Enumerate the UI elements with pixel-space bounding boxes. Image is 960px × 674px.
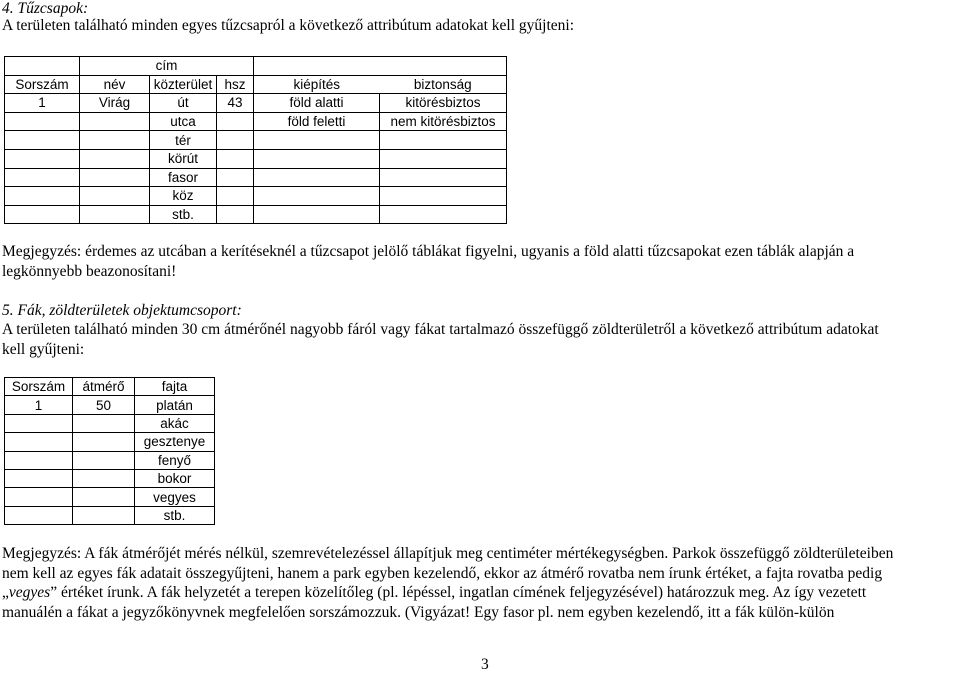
table-cell: [380, 149, 507, 168]
table-cell: [380, 168, 507, 187]
table-cell: akác: [135, 414, 215, 432]
table-cell: Virág: [80, 94, 150, 113]
table-cell: [217, 187, 254, 206]
table-header-spacer: [254, 57, 380, 76]
table-cell: gesztenye: [135, 433, 215, 451]
table-cell: [73, 469, 135, 487]
table-cell: [73, 488, 135, 506]
table-cell: [5, 414, 73, 432]
column-header: kiépítés: [254, 75, 380, 94]
table-cell: [80, 131, 150, 150]
table-cell: föld feletti: [254, 112, 380, 131]
table-cell: [380, 187, 507, 206]
column-header: biztonság: [380, 75, 507, 94]
table-header-row: [5, 75, 507, 94]
table-cell: tér: [150, 131, 217, 150]
table-cell: [217, 131, 254, 150]
hydrant-attribute-table: [4, 56, 507, 224]
column-header: fajta: [135, 378, 215, 396]
section-5-heading: 5. Fák, zöldterületek objektumcsoport:: [2, 302, 242, 319]
page-number: 3: [481, 656, 489, 673]
section-5-intro-line-1: A területen található minden 30 cm átmérőnél nagyobb fáról vagy fákat tartalmazó összefüggő zöldterületről a következő attribútum adatokat: [2, 321, 879, 338]
section-5-note-line-3: [2, 584, 866, 602]
section-5-note-line-4: manuálén a fákat a jegyzőkönyvnek megfelelően sorszámozzuk. (Vigyázat! Egy fasor pl. nem egyben kezelendő, itt a fák külön-külön: [2, 604, 835, 621]
table-cell: 43: [217, 94, 254, 113]
table-cell: út: [150, 94, 217, 113]
table-header-row: [5, 378, 215, 396]
table-cell: 1: [5, 396, 73, 414]
table-cell: [254, 168, 380, 187]
table-cell: [73, 451, 135, 469]
table-cell: stb.: [135, 506, 215, 524]
table-row: [5, 506, 215, 524]
table-cell: bokor: [135, 469, 215, 487]
column-header: átmérő: [73, 378, 135, 396]
column-header: név: [80, 75, 150, 94]
table-row: [5, 205, 507, 224]
table-cell: [5, 469, 73, 487]
table-corner: [5, 57, 80, 76]
section-5-note-line-2: nem kell az egyes fák adatait összegyűjteni, hanem a park egyben kezelendő, ekkor az átmérő rovatba nem írunk értéket, a fajta rovatba pedig: [2, 565, 883, 582]
column-header: közterület: [150, 75, 217, 94]
table-cell: [217, 112, 254, 131]
table-header-spacer: [380, 57, 507, 76]
table-cell: [80, 112, 150, 131]
table-cell: [5, 205, 80, 224]
table-cell: nem kitörésbiztos: [380, 112, 507, 131]
table-row: [5, 168, 507, 187]
table-row: [5, 112, 507, 131]
table-cell: [5, 149, 80, 168]
table-cell: [80, 205, 150, 224]
table-cell: [5, 488, 73, 506]
table-cell: [73, 506, 135, 524]
table-row: [5, 94, 507, 113]
table-row: [5, 396, 215, 414]
table-cell: 50: [73, 396, 135, 414]
table-cell: [80, 168, 150, 187]
table-cell: [5, 168, 80, 187]
table-cell: vegyes: [135, 488, 215, 506]
table-cell: [73, 433, 135, 451]
section-5-note-line-1: Megjegyzés: A fák átmérőjét mérés nélkül, szemrevételezéssel állapítjuk meg centiméter mértékegységben. Parkok összefüggő zöldterületeiben: [2, 545, 894, 562]
table-cell: [5, 451, 73, 469]
table-cell: [217, 149, 254, 168]
table-cell: platán: [135, 396, 215, 414]
column-header: Sorszám: [5, 378, 73, 396]
table-cell: [5, 187, 80, 206]
table-cell: kitörésbiztos: [380, 94, 507, 113]
table-row: [5, 488, 215, 506]
table-cell: [254, 187, 380, 206]
table-cell: körút: [150, 149, 217, 168]
table-row: [5, 433, 215, 451]
column-header: hsz: [217, 75, 254, 94]
table-cell: [217, 168, 254, 187]
table-row: [5, 414, 215, 432]
emphasis-vegyes: vegyes: [8, 584, 51, 601]
table-cell: föld alatti: [254, 94, 380, 113]
table-cell: [80, 187, 150, 206]
table-cell: [380, 205, 507, 224]
table-cell: utca: [150, 112, 217, 131]
table-cell: [80, 149, 150, 168]
section-4-intro: A területen található minden egyes tűzcsapról a következő attribútum adatokat kell gyűjteni:: [2, 17, 575, 34]
table-cell: köz: [150, 187, 217, 206]
table-cell: [5, 506, 73, 524]
table-cell: [5, 112, 80, 131]
table-cell: [5, 433, 73, 451]
note-line-3-rest: ” értéket írunk. A fák helyzetét a terepen közelítőleg (pl. lépéssel, ingatlan címének feljegyzésével) határozzuk meg. Az így vezetett: [50, 584, 867, 601]
table-cell: [5, 131, 80, 150]
table-row: [5, 131, 507, 150]
table-row: [5, 451, 215, 469]
section-4-heading: 4. Tűzcsapok:: [2, 0, 89, 17]
table-row: [5, 187, 507, 206]
address-group-header: cím: [80, 57, 254, 76]
table-cell: [217, 205, 254, 224]
table-cell: [380, 131, 507, 150]
open-quote: „: [2, 584, 9, 601]
table-cell: [254, 131, 380, 150]
tree-attribute-table: [4, 377, 215, 525]
table-row: [5, 149, 507, 168]
table-cell: 1: [5, 94, 80, 113]
table-cell: fasor: [150, 168, 217, 187]
table-cell: [254, 205, 380, 224]
column-header: Sorszám: [5, 75, 80, 94]
table-cell: fenyő: [135, 451, 215, 469]
table-row: [5, 469, 215, 487]
table-cell: stb.: [150, 205, 217, 224]
table-cell: [254, 149, 380, 168]
section-5-intro-line-2: kell gyűjteni:: [2, 341, 85, 358]
section-4-note-line-2: legkönnyebb beazonosítani!: [2, 263, 177, 280]
table-cell: [73, 414, 135, 432]
section-4-note-line-1: Megjegyzés: érdemes az utcában a kerítéseknél a tűzcsapot jelölő táblákat figyelni, ugyanis a föld alatti tűzcsapokat ezen táblák alapján a: [2, 243, 855, 260]
